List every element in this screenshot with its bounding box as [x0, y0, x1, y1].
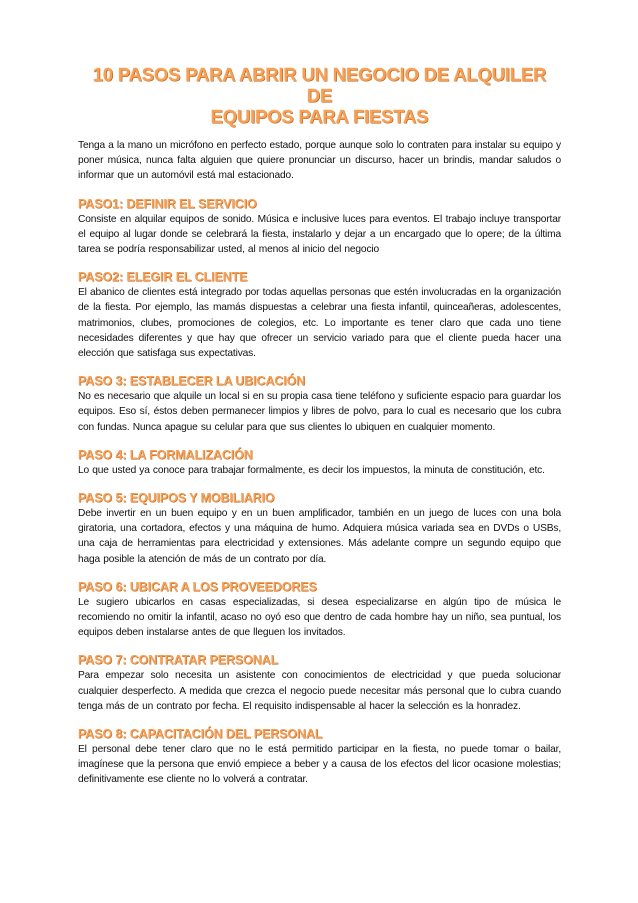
section-body: El abanico de clientes está integrado por todas aquellas personas que estén involucradas en la organización de la fiesta. Por ejemplo, las mamás dispuestas a celebrar una fiesta infantil, quinceañeras, adolescentes, matrimonios, clubes, promociones de colegios, etc. Lo importante es tener claro que cada uno tiene necesidades diferentes y que hay que ofrecer un servicio variado para que el cliente pueda hacer una elección que satisfaga sus expectativas. [78, 287, 561, 360]
section-body: Consiste en alquilar equipos de sonido. Música e inclusive luces para eventos. El trabajo incluye transportar el equipo al lugar donde se celebrará la fiesta, instalarlo y dejar a un encargado que lo opere; de la última tarea se podría responsabilizar usted, al menos al inicio del negocio [78, 213, 561, 256]
section-body: Debe invertir en un buen equipo y en un buen amplificador, también en un juego de luces con una bola giratoria, una cortadora, efectos y una máquina de humo. Adquiera música variada sea en DVDs o USBs, una caja de herramientas para electricidad y extensiones. Más adelante compre un segundo equipo que haga posible la atención de más de un contrato por día. [78, 508, 561, 565]
section-paso-3 [78, 373, 561, 435]
section-heading: PASO1: DEFINIR EL SERVICIO [78, 196, 257, 211]
section-body: Lo que usted ya conoce para trabajar formalmente, es decir los impuestos, la minuta de constitución, etc. [78, 464, 545, 476]
section-body: Para empezar solo necesita un asistente con conocimientos de electricidad y que pueda solucionar cualquier desperfecto. A medida que crezca el negocio puede necesitar más personal que lo cubra cuando tenga más de un contrato por fecha. El requisito indispensable al hacer la selección es la honradez. [78, 670, 561, 712]
section-heading: PASO 8: CAPACITACIÓN DEL PERSONAL [78, 727, 323, 742]
section-heading: PASO2: ELEGIR EL CLIENTE [78, 270, 248, 285]
section-body: Le sugiero ubicarlos en casas especializadas, si desea especializarse en algún tipo de música le recomiendo no omitir la infantil, acaso no oyó eso que dentro de cada hombre hay un niño, sea puntual, los equipos deben instalarse antes de que lleguen los invitados. [78, 596, 561, 639]
section-heading: PASO 5: EQUIPOS Y MOBILIARIO [78, 491, 275, 506]
section-heading: PASO 6: UBICAR A LOS PROVEEDORES [78, 579, 317, 594]
section-paso-7 [78, 652, 561, 714]
document-title [78, 64, 561, 127]
title-line-1: 10 PASOS PARA ABRIR UN NEGOCIO DE ALQUILER DE [92, 64, 547, 106]
section-body: El personal debe tener claro que no le está permitido participar en la fiesta, no puede tomar o bailar, imagínese que la persona que envió empiece a beber y a causa de los efectos del licor ocasione molestias; definitivamente ese cliente no lo volverá a contratar. [78, 744, 561, 786]
section-paso-2 [78, 269, 561, 361]
section-paso-1 [78, 196, 561, 258]
section-paso-5 [78, 490, 561, 567]
intro-paragraph: Tenga a la mano un micrófono en perfecto estado, porque aunque solo lo contraten para instalar su equipo y poner música, nunca falta alguien que quiere pronunciar un discurso, hacer un brindis, mandar saludos o informar que un automóvil está mal estacionado. [78, 140, 561, 182]
section-paso-8 [78, 726, 561, 788]
section-heading: PASO 7: CONTRATAR PERSONAL [78, 653, 279, 668]
section-paso-6 [78, 579, 561, 641]
section-heading: PASO 4: LA FORMALIZACIÓN [78, 447, 253, 462]
section-body: No es necesario que alquile un local si en su propia casa tiene teléfono y suficiente espacio para guardar los equipos. Eso sí, éstos deben permanecer limpios y libres de polvo, para lo cual es necesario que los cubra con fundas. Nunca apague su celular para que sus clientes lo ubiquen en cualquier momento. [78, 391, 561, 433]
title-line-2: EQUIPOS PARA FIESTAS [210, 106, 429, 127]
section-paso-4 [78, 447, 561, 478]
section-heading: PASO 3: ESTABLECER LA UBICACIÓN [78, 374, 306, 389]
